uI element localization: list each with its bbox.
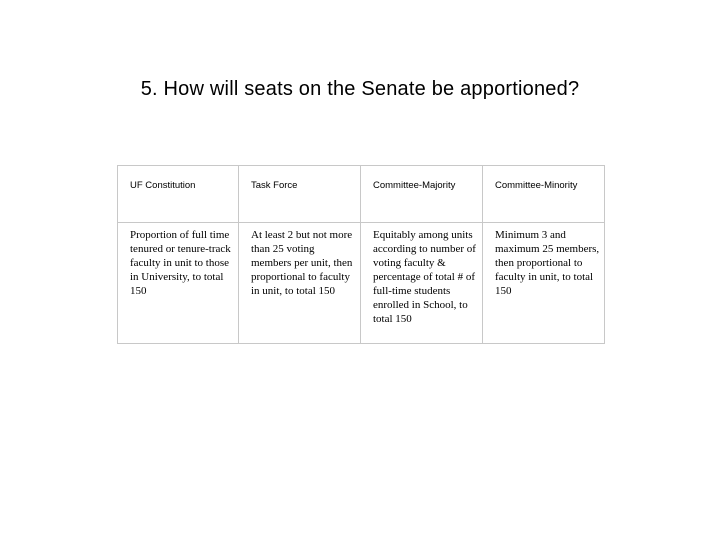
table-header-row	[118, 166, 605, 223]
column-header-uf-constitution	[118, 166, 239, 223]
cell-text: Minimum 3 and maximum 25 members, then proportional to faculty in unit, to total 150	[495, 229, 600, 297]
apportionment-comparison-table	[117, 165, 605, 344]
cell-committee-minority	[483, 223, 605, 344]
cell-uf-constitution	[118, 223, 239, 344]
column-header-label: UF Constitution	[130, 180, 196, 191]
table-row	[118, 223, 605, 344]
column-header-committee-majority	[361, 166, 483, 223]
column-header-label: Committee-Minority	[495, 180, 578, 191]
column-header-task-force	[239, 166, 361, 223]
cell-text: Proportion of full time tenured or tenure-track faculty in unit to those in University, to total 150	[130, 229, 231, 297]
column-header-label: Task Force	[251, 180, 298, 191]
cell-committee-majority	[361, 223, 483, 344]
cell-text: At least 2 but not more than 25 voting members per unit, then proportional to faculty in unit, to total 150	[251, 229, 353, 297]
cell-task-force	[239, 223, 361, 344]
slide-title: 5. How will seats on the Senate be apportioned?	[140, 78, 580, 100]
cell-text: Equitably among units according to number of voting faculty & percentage of total # of full-time students enrolled in School, to total 150	[373, 229, 476, 325]
column-header-committee-minority	[483, 166, 605, 223]
column-header-label: Committee-Majority	[373, 180, 456, 191]
